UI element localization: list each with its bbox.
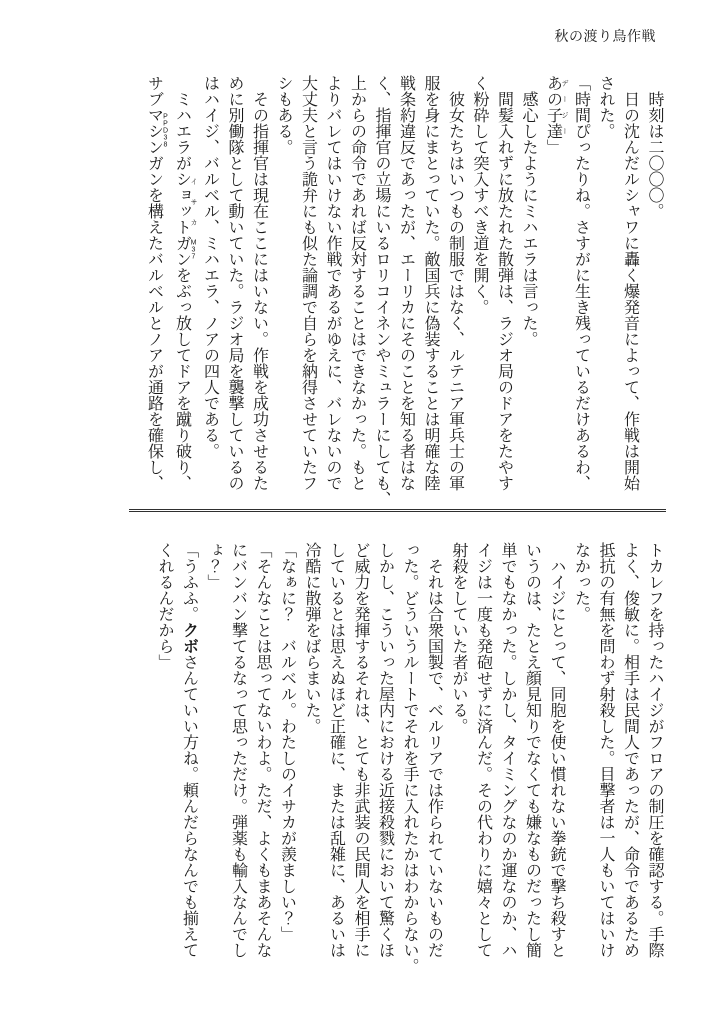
text-run: しかし、こういった屋内における近接殺戮において驚くほ <box>376 542 394 958</box>
text-run: ょ？」 <box>205 542 222 590</box>
ruby-text: デージー <box>561 75 568 139</box>
text-line <box>540 75 568 491</box>
text-line <box>470 542 495 958</box>
text-line <box>593 542 618 958</box>
text-run: シもある。 <box>275 75 292 155</box>
text-run: 「なぁに？ バルベル。わたしのイサカが羨ましい？」 <box>278 542 296 942</box>
text-run: ハイジにとって、同胞を使い慣れない拳銃で撃ち殺すと <box>548 558 565 958</box>
text-run: よりバレてはいけない作戦であるがゆえに、バレないので <box>324 75 341 491</box>
section-divider <box>129 509 666 512</box>
text-run: 大丈夫と言う詭弁にも似た論調で自らを納得させていたフ <box>299 75 317 491</box>
text-run: よく、俊敏に。相手は民間人であったが、命令であるため <box>621 542 639 958</box>
ruby-annotated-term: ショットガン イサカM37 <box>173 171 197 267</box>
text-run: 服を身にまとっていた。敵国兵に偽装することは明確な陸 <box>422 75 439 491</box>
text-line <box>519 542 544 958</box>
text-run: 彼女たちはいつもの制服ではなく、ルテニア軍兵士の軍 <box>446 91 464 491</box>
text-line <box>323 542 348 958</box>
text-line <box>222 75 247 491</box>
text-run: く、指揮官の立場にいるロリコイネンやミュラーにしても、 <box>373 75 390 507</box>
text-run: イジは一度も発砲せずに済んだ。その代わりに嬉々として <box>474 542 492 958</box>
text-line <box>250 542 275 958</box>
text-run: 戦条約違反であったが、エーリカにそのことを知る者はな <box>397 75 415 491</box>
text-run: 間髪入れずに放たれた散弾は、ラジオ局のドアをたやす <box>495 91 513 491</box>
text-line <box>344 75 369 491</box>
text-run: 感心したようにミハエラは言った。 <box>520 91 537 347</box>
text-run: を構えたバルベルとノアが通路を確保し、 <box>145 187 163 491</box>
text-run: 射殺をしていた者がいる。 <box>450 542 467 734</box>
text-run: その指揮官は現在ここにはいない。作戦を成功させるた <box>250 91 268 491</box>
text-line <box>397 542 422 974</box>
text-run: トカレフを持ったハイジがフロアの制圧を確認する。手際 <box>646 542 663 958</box>
text-line <box>320 75 345 491</box>
text-line <box>617 542 642 958</box>
text-run: された。 <box>597 75 614 139</box>
text-line <box>617 75 642 491</box>
text-run: 単でもなかった。しかし、タイミングなのか運なのか、ハ <box>499 542 516 958</box>
text-run: いうのは、たとえ顔見知りでなくても嫌なものだったし簡 <box>523 542 541 958</box>
text-line <box>446 542 471 958</box>
text-line <box>418 75 443 491</box>
text-run: くれるんだから」 <box>156 542 173 670</box>
text-run: 抵抗の有無を問わず射殺した。目撃者は一人もいてはいけ <box>597 542 614 958</box>
text-run: めに別働隊として動いていた。ラジオ局を襲撃しているの <box>226 75 243 491</box>
text-run: 日の沈んだルシャワに轟く爆発音によって、作戦は開始 <box>621 91 639 491</box>
text-line <box>299 542 324 958</box>
ruby-annotated-term: あの子達 デージー <box>544 75 568 139</box>
ruby-annotated-term: サブマシンガン PPD38 <box>145 75 169 187</box>
text-line <box>568 75 593 491</box>
text-line <box>176 542 201 958</box>
text-run: 」 <box>544 139 562 155</box>
text-line <box>201 542 226 958</box>
emphasized-name: クボ <box>180 622 198 654</box>
page-header-title: 秋の渡り鳥作戦 <box>554 30 656 45</box>
text-line <box>442 75 467 491</box>
text-run: をぶっ放してドアを蹴り破り、 <box>173 267 191 491</box>
text-line <box>642 75 667 491</box>
text-run: 「うふふ。 <box>180 542 198 622</box>
text-line <box>393 75 418 491</box>
text-line <box>197 75 222 491</box>
text-run: 「そんなことは思ってないわよ。ただ、よくもまあそんな <box>254 542 271 958</box>
text-run: 時刻は二〇〇〇。 <box>646 91 663 219</box>
text-line <box>271 75 296 491</box>
text-run: にバンバン撃てるなって思っただけ。弾薬も輸入なんでし <box>229 542 247 958</box>
text-line <box>141 75 169 491</box>
text-line <box>372 542 397 958</box>
text-line <box>295 75 320 491</box>
text-run: しているとは思えぬほど正確に、または乱雑に、あるいは <box>327 542 345 958</box>
text-run: った。どういうルートでそれを手に入れたかはわからない。 <box>401 542 418 974</box>
text-run: 冷酷に散弾をばらまいた。 <box>303 542 320 734</box>
text-run: さんていい方ね。頼んだらなんでも揃えて <box>180 654 198 958</box>
text-line <box>568 542 593 958</box>
text-run: 上からの命令であれば反対することはできなかった。もと <box>348 75 366 491</box>
text-line <box>152 542 177 958</box>
text-run: はハイジ、バルベル、ミハエラ、ノアの四人である。 <box>201 75 219 459</box>
text-line <box>593 75 618 491</box>
text-line <box>491 75 516 491</box>
text-line <box>467 75 492 491</box>
text-run: ど威力を発揮するそれは、とても非武装の民間人を相手に <box>352 542 369 958</box>
text-run: ミハエラが <box>173 91 191 171</box>
text-line <box>169 75 197 491</box>
text-line <box>246 75 271 491</box>
text-line <box>369 75 394 507</box>
text-band-upper <box>141 75 666 507</box>
text-line <box>642 542 667 958</box>
ruby-text: PPD38 <box>162 75 169 187</box>
text-line <box>348 542 373 958</box>
text-band-lower <box>152 542 667 974</box>
text-run: なかった。 <box>572 542 590 622</box>
text-line <box>274 542 299 958</box>
text-run: 「時間ぴったりね。さすがに生き残っているだけあるわ、 <box>572 75 590 491</box>
text-line <box>544 542 569 958</box>
text-line <box>516 75 541 491</box>
text-line <box>495 542 520 958</box>
ruby-text: イサカM37 <box>190 171 197 267</box>
text-run: く粉砕して突入すべき道を開く。 <box>471 75 488 315</box>
text-line <box>225 542 250 958</box>
text-line <box>421 542 446 958</box>
text-run: それは合衆国製で、ベルリアでは作られていないものだ <box>425 558 443 958</box>
